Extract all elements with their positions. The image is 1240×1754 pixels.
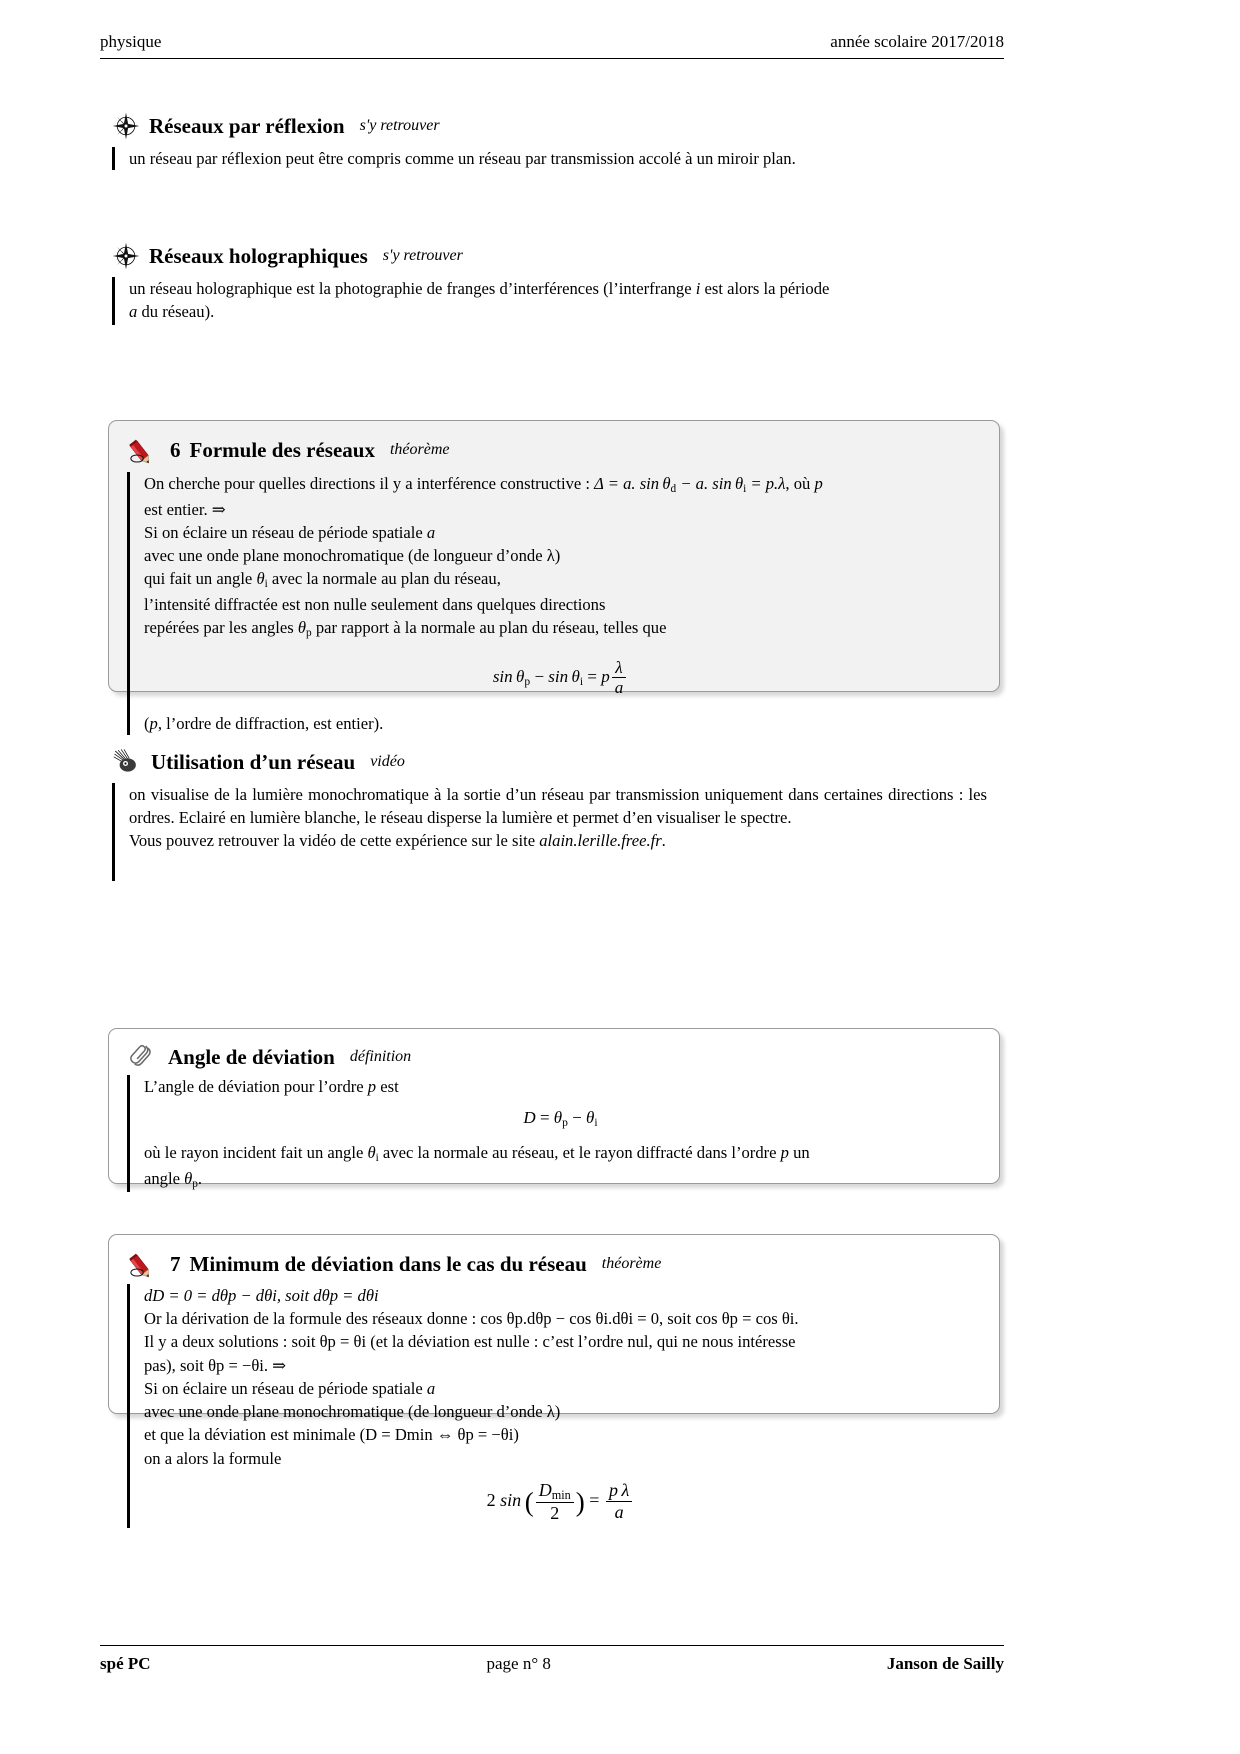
symbol-a: a — [129, 302, 138, 322]
section-body — [112, 783, 1004, 881]
page-header — [100, 32, 1004, 59]
section-heading — [112, 242, 1004, 270]
theorem-kind-label: théorème — [389, 441, 450, 458]
def-line2-d: p — [780, 1143, 789, 1163]
section-body-text: un réseau par réflexion peut être compris comme un réseau par transmission accolé à un miroir plan. — [129, 149, 796, 168]
t6-display-formula: $\sin \theta_p - \sin \theta_i = p$ $\frac{\lambda}{a}$ — [144, 658, 977, 698]
definition-box-angle-de-deviation — [108, 1028, 1000, 1190]
video-body-paragraph: on visualise de la lumière monochromatique à la sortie d’un réseau par transmission uniquement dans certaines directions : les ordres. Eclairé en lumière blanche, le réseau disperse la lumière et permet d’en visualiser le spectre. — [129, 785, 987, 828]
red-pencil-icon — [127, 435, 161, 465]
left-rule — [112, 277, 115, 325]
footer-page-number: page n° 8 — [486, 1654, 551, 1673]
symbol-i: i — [695, 279, 701, 298]
footer-school: Janson de Sailly — [886, 1654, 1004, 1673]
section-heading — [112, 112, 1004, 140]
def-theta-i: $\theta_i$ — [367, 1143, 379, 1165]
section-kind-label: vidéo — [370, 753, 405, 770]
theorem-box-7 — [108, 1234, 1000, 1523]
holo-line-4: du réseau). — [141, 302, 215, 322]
theorem-number: 7 — [170, 1251, 181, 1276]
section-kind-label: s'y retrouver — [359, 117, 440, 134]
theorem-title: Minimum de déviation dans le cas du réseau — [189, 1251, 587, 1276]
theorem-heading — [127, 435, 977, 465]
definition-body — [127, 1075, 977, 1192]
footer-class: spé PC — [100, 1654, 151, 1673]
paperclip-icon — [127, 1043, 159, 1071]
definition-heading — [127, 1043, 977, 1071]
theorem-heading — [127, 1249, 977, 1279]
theorem-kind-label: théorème — [601, 1255, 662, 1272]
def-display-formula: $D = \theta_p - \theta_i$ — [523, 1108, 598, 1130]
left-rule — [112, 147, 115, 170]
t6-line7-a: repérées par les angles — [144, 618, 298, 638]
definition-body-text — [144, 1075, 977, 1192]
t6-line7-c: par rapport à la normale au plan du réseau, telles que — [311, 618, 667, 638]
header-school-year: année scolaire 2017/2018 — [830, 32, 1004, 51]
header-subject: physique — [100, 32, 162, 51]
compass-rose-icon — [112, 242, 140, 270]
t7-line2: Or la dérivation de la formule des réseaux donne : cos θp.dθp − cos θi.dθi = 0, soit cos θp = cos θi. — [144, 1309, 799, 1329]
left-rule — [112, 783, 115, 881]
t6-theta-p: $\theta_p$ — [297, 618, 312, 639]
section-title: Réseaux holographiques — [149, 243, 368, 268]
left-rule — [127, 1284, 130, 1528]
section-reseaux-par-reflexion — [112, 112, 1004, 170]
def-line2-e: un — [788, 1143, 810, 1163]
section-heading — [112, 748, 1004, 776]
section-body-text — [129, 783, 987, 881]
t6-line3-a: Si on éclaire un réseau de période spatiale — [144, 522, 427, 542]
t7-line5-a: Si on éclaire un réseau de période spatiale — [144, 1378, 427, 1398]
t6-line4: avec une onde plane monochromatique (de longueur d’onde λ) — [144, 546, 561, 566]
t6-line2: est entier. ⇒ — [144, 499, 226, 519]
t7-display-formula: 2 sin ( $\frac{D_{min}}{2}$ ) = $\frac{\text{p λ}}{a}$ — [144, 1480, 977, 1524]
theorem-body — [127, 472, 977, 735]
definition-title: Angle de déviation — [168, 1044, 335, 1069]
t7-line8: on a alors la formule — [144, 1448, 282, 1468]
t6-line1-c: p — [814, 474, 823, 493]
left-rule — [127, 472, 130, 735]
section-body-text — [129, 277, 987, 325]
t6-closing-a: ( — [144, 713, 150, 733]
t6-line5-a: qui fait un angle — [144, 569, 257, 589]
video-body2-a: Vous pouvez retrouver la vidéo de cette expérience sur le site — [129, 831, 540, 851]
t6-closing-c: , l’ordre de diffraction, est entier). — [157, 713, 384, 733]
theorem-number: 6 — [170, 437, 181, 462]
t7-line1: dD = 0 = dθp − dθi, soit dθp = dθi — [144, 1286, 379, 1305]
holo-line-1: un réseau holographique est la photographie de franges d’interférences (l’interfrange — [129, 279, 692, 298]
t7-line7: et que la déviation est minimale (D = Dmin ⇔ θp = −θi) — [144, 1425, 519, 1445]
theorem-title: Formule des réseaux — [189, 437, 375, 462]
page-footer — [100, 1645, 1004, 1674]
theorem-box-6 — [108, 420, 1000, 733]
section-title: Utilisation d’un réseau — [151, 749, 356, 774]
theorem-body-text — [144, 1284, 977, 1528]
def-line2-c: avec la normale au réseau, et le rayon diffracté dans l’ordre — [378, 1143, 781, 1163]
t6-closing-b: p — [149, 713, 158, 733]
theorem-body — [127, 1284, 977, 1528]
t6-theta-i: $\theta_i$ — [256, 569, 268, 591]
t6-formula-inline: Δ = a. $\sin \theta_d - a$. $\sin \theta_i = p.\lambda$ — [594, 474, 786, 495]
section-reseaux-holographiques — [112, 242, 1004, 325]
def-line3-a: angle — [144, 1168, 185, 1188]
t6-line1-b: , où — [785, 474, 815, 493]
definition-kind-label: définition — [349, 1048, 412, 1065]
video-site-link[interactable]: alain.lerille.free.fr — [539, 831, 662, 851]
theorem-body-text — [144, 472, 977, 735]
compass-rose-icon — [112, 112, 140, 140]
t7-line3: Il y a deux solutions : soit θp = θi (et la déviation est nulle : c’est l’ordre nul, qui ne nous intéresse — [144, 1332, 796, 1352]
section-title: Réseaux par réflexion — [149, 113, 345, 138]
def-line1-c: est — [376, 1077, 399, 1096]
section-kind-label: s'y retrouver — [382, 247, 463, 264]
t7-line4: pas), soit θp = −θi. ⇒ — [144, 1355, 287, 1375]
def-line3-c: . — [197, 1168, 203, 1188]
t7-line6: avec une onde plane monochromatique (de longueur d’onde λ) — [144, 1402, 561, 1422]
t6-line3-b: a — [426, 522, 436, 542]
red-pencil-icon — [127, 1249, 161, 1279]
video-body2-b: . — [661, 831, 666, 851]
section-body — [112, 277, 1004, 325]
t6-line6: l’intensité diffractée est non nulle seulement dans quelques directions — [144, 594, 606, 614]
def-theta-p: $\theta_p$ — [184, 1168, 198, 1190]
left-rule — [127, 1075, 130, 1192]
t7-line5-b: a — [426, 1378, 436, 1398]
holo-line-2: est alors la période — [704, 279, 830, 298]
eye-icon — [112, 748, 142, 776]
t6-line1-a: On cherche pour quelles directions il y a interférence constructive : — [144, 474, 595, 493]
def-line1-b: p — [367, 1077, 377, 1096]
def-line2-a: où le rayon incident fait un angle — [144, 1143, 368, 1163]
section-body — [112, 147, 1004, 170]
section-utilisation-reseau — [112, 748, 1004, 881]
def-line1-a: L’angle de déviation pour l’ordre — [144, 1077, 368, 1096]
t6-line5-c: avec la normale au plan du réseau, — [267, 569, 501, 589]
